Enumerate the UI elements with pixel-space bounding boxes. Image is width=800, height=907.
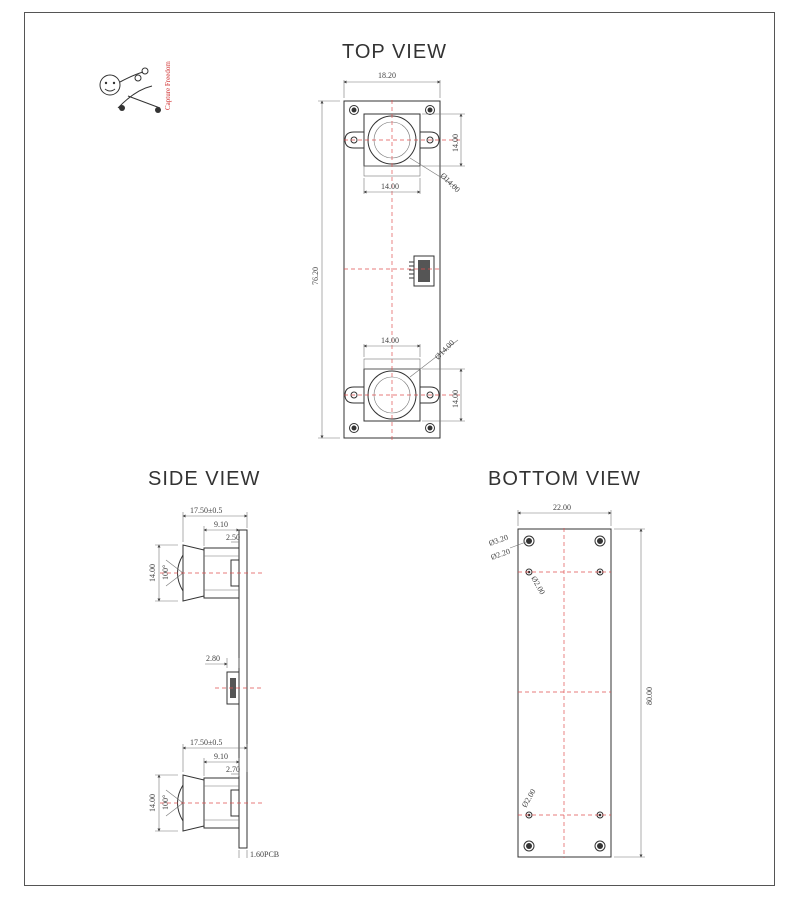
side-top-small-dim: 2.50 bbox=[226, 533, 240, 542]
bottom-hole-large-dim: Ø3.20 bbox=[487, 532, 510, 548]
bottom-hole-pitch-bottom-dim: Ø2.00 bbox=[519, 787, 538, 809]
side-view-title: SIDE VIEW bbox=[148, 468, 261, 490]
side-bottom-body-dim: 9.10 bbox=[214, 752, 228, 761]
bottom-width-dim: 22.00 bbox=[553, 503, 571, 512]
top-view bbox=[311, 41, 465, 440]
logo bbox=[100, 61, 172, 113]
side-bottom-angle-dim: 100° bbox=[161, 794, 170, 810]
bottom-hole-pitch-top-dim: Ø2.00 bbox=[529, 574, 547, 597]
side-pcb-dim: 1.60PCB bbox=[250, 850, 280, 859]
side-view-pcb bbox=[239, 530, 247, 848]
top-view-title: TOP VIEW bbox=[342, 41, 448, 63]
side-bottom-height-dim: 14.00 bbox=[148, 794, 157, 812]
side-bottom-overall-dim: 17.50±0.5 bbox=[190, 738, 223, 747]
logo-text: Capture Freedom bbox=[164, 61, 172, 110]
top-length-dim: 76.20 bbox=[311, 267, 320, 285]
side-top-overall-dim: 17.50±0.5 bbox=[190, 506, 223, 515]
side-view bbox=[148, 468, 279, 859]
bottom-cam-dia-dim: Ø14.00 bbox=[433, 338, 457, 362]
bottom-view-title: BOTTOM VIEW bbox=[488, 468, 641, 490]
top-cam-height-dim: 14.00 bbox=[451, 134, 460, 152]
bottom-view bbox=[488, 468, 654, 858]
bottom-cam-height-dim: 14.00 bbox=[451, 390, 460, 408]
bottom-hole-small-dim: Ø2.20 bbox=[489, 546, 512, 562]
side-top-body-dim: 9.10 bbox=[214, 520, 228, 529]
top-cam-width-dim: 14.00 bbox=[381, 182, 399, 191]
side-top-height-dim: 14.00 bbox=[148, 564, 157, 582]
bottom-cam-width-dim: 14.00 bbox=[381, 336, 399, 345]
side-bottom-small-dim: 2.70 bbox=[226, 765, 240, 774]
top-cam-dia-dim: Ø14.00 bbox=[438, 171, 462, 195]
top-width-dim: 18.20 bbox=[378, 71, 396, 80]
side-top-angle-dim: 100° bbox=[161, 564, 170, 580]
side-connector-dim: 2.80 bbox=[206, 654, 220, 663]
bottom-length-dim: 80.00 bbox=[645, 687, 654, 705]
